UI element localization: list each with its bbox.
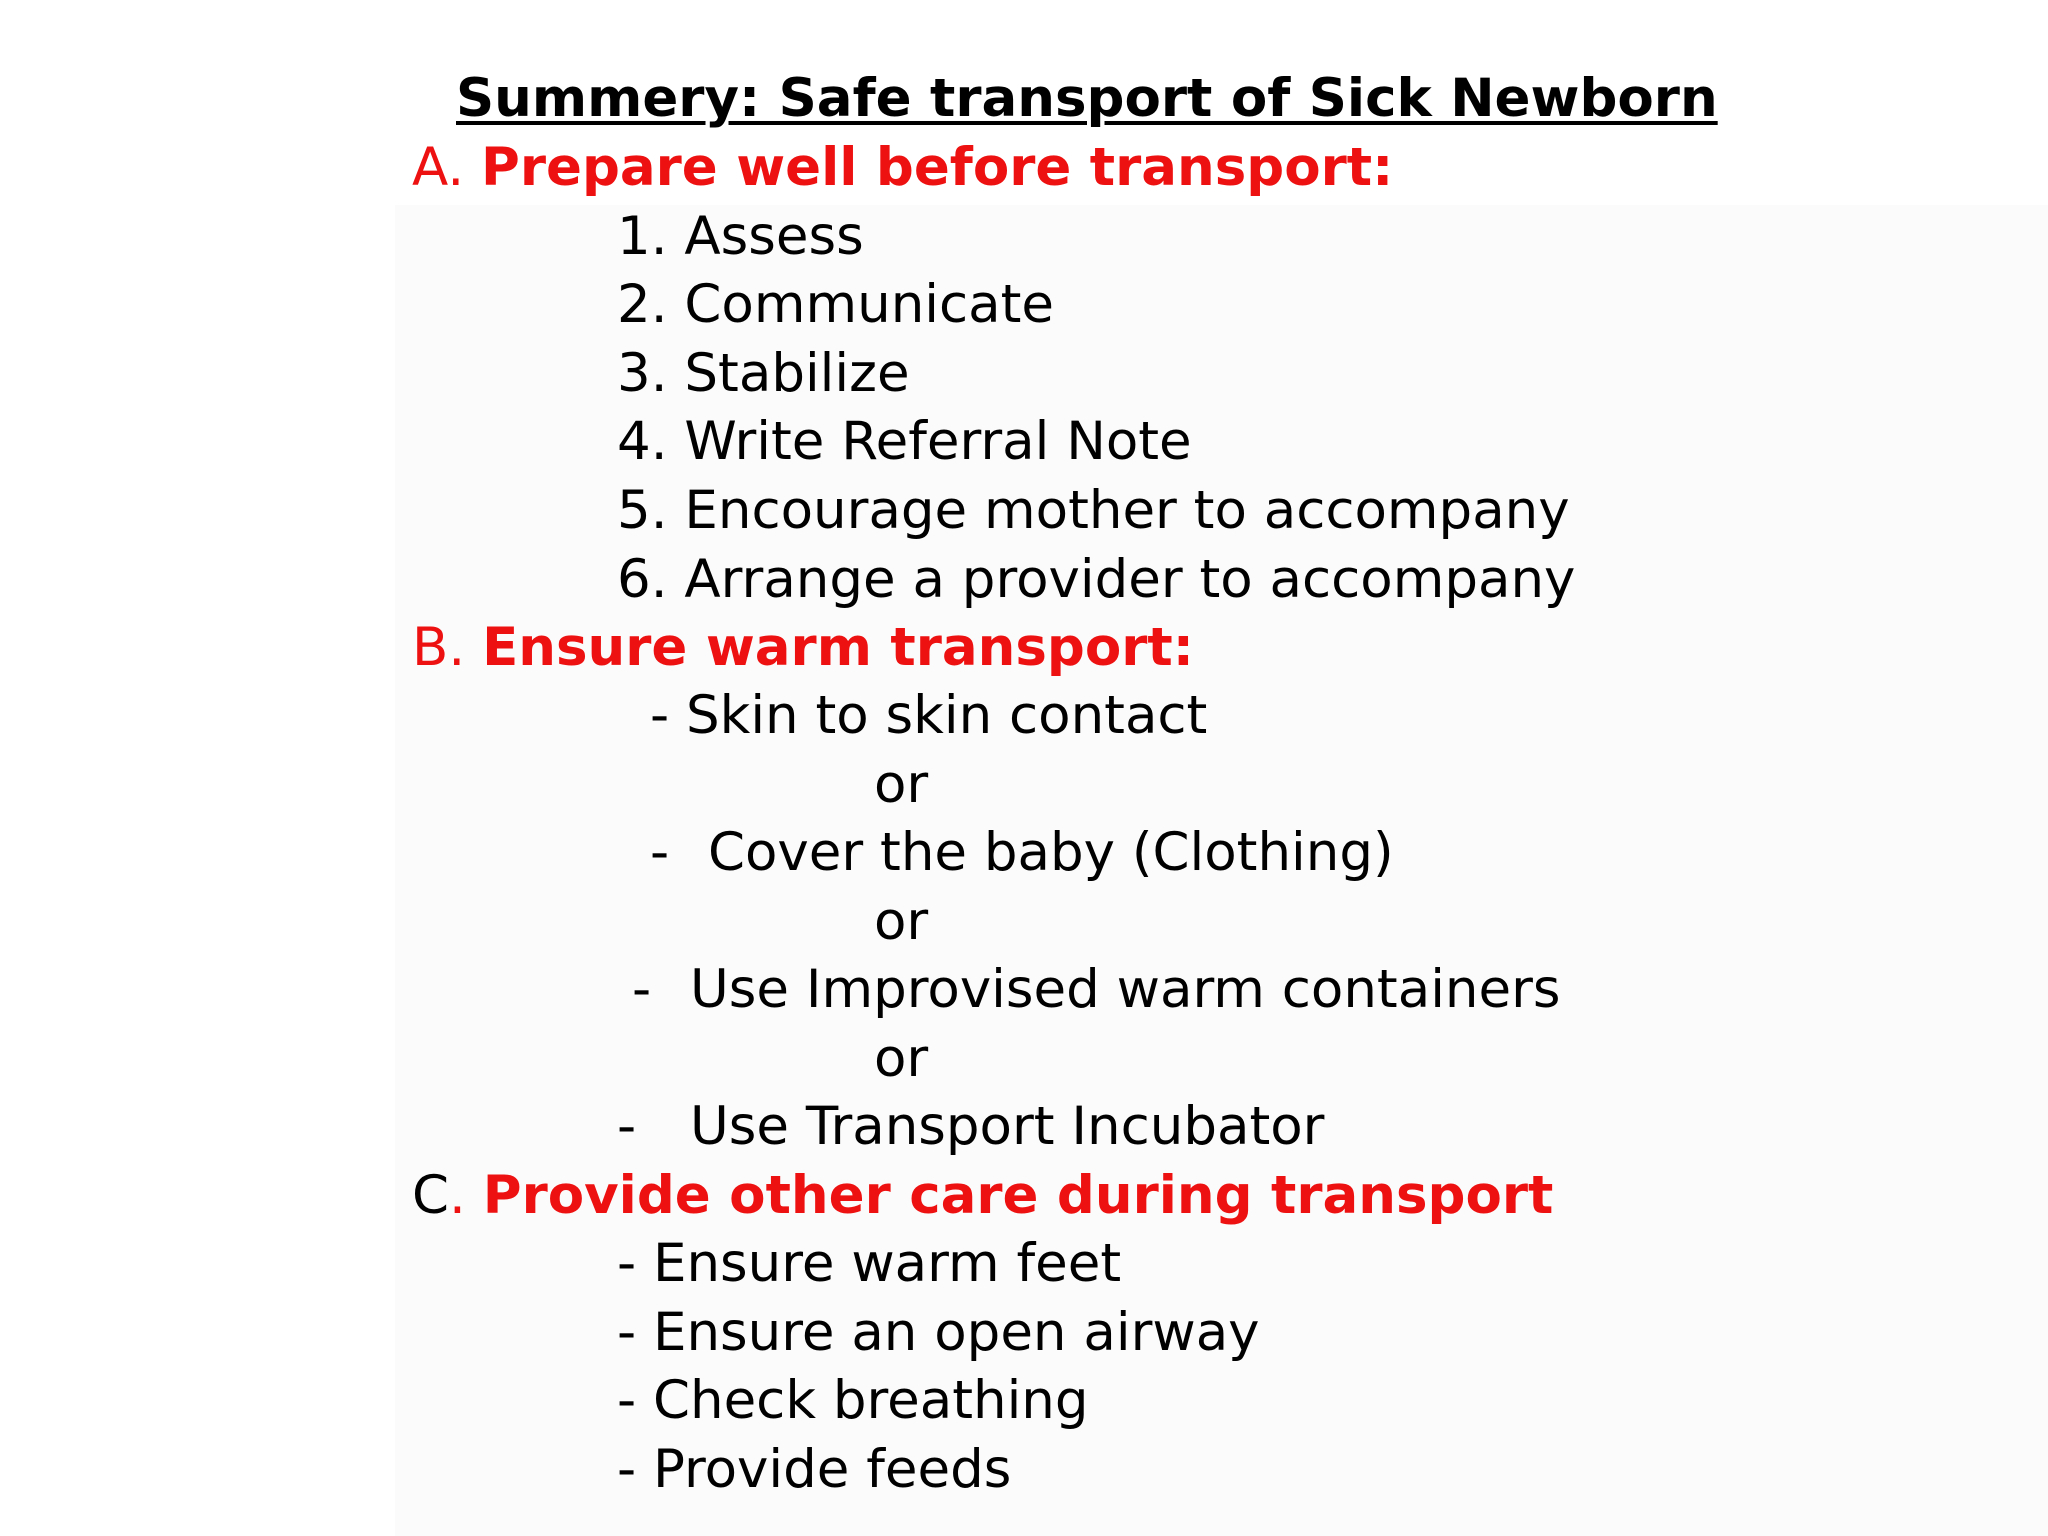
section-a-item: 6. Arrange a provider to accompany <box>617 549 1576 610</box>
section-b-item <box>617 1093 1325 1161</box>
section-b-item <box>632 956 1561 1024</box>
or-connector: or <box>874 1028 929 1089</box>
slide-title: Summery: Safe transport of Sick Newborn <box>456 68 1718 129</box>
section-a-item: 4. Write Referral Note <box>617 411 1192 472</box>
section-b-letter: B. <box>412 617 466 678</box>
section-c-letter: C <box>412 1165 450 1226</box>
item-text: Cover the baby (Clothing) <box>708 822 1394 883</box>
section-c-letter-dot: . <box>449 1165 466 1226</box>
bullet-dash: - <box>650 822 670 883</box>
section-b-heading <box>412 614 1194 682</box>
section-a-item: 5. Encourage mother to accompany <box>617 480 1570 541</box>
or-connector: or <box>874 891 929 952</box>
or-connector: or <box>874 754 929 815</box>
item-text: Skin to skin contact <box>685 685 1208 746</box>
section-a-letter: A. <box>412 137 465 198</box>
section-c-item: - Ensure an open airway <box>617 1302 1260 1363</box>
section-a-item: 2. Communicate <box>617 274 1055 335</box>
section-a-heading <box>412 134 1393 202</box>
section-c-item: - Provide feeds <box>617 1439 1012 1500</box>
item-text: Use Transport Incubator <box>690 1096 1325 1157</box>
section-c-item: - Check breathing <box>617 1370 1089 1431</box>
section-b-item <box>650 682 1207 750</box>
section-a-item: 3. Stabilize <box>617 343 910 398</box>
section-c-item: - Ensure warm feet <box>617 1233 1122 1294</box>
bullet-dash: - <box>617 1096 637 1157</box>
section-a-title: Prepare well before transport: <box>481 137 1394 198</box>
section-c-title: Provide other care during transport <box>482 1165 1554 1226</box>
bullet-dash: - <box>650 685 670 746</box>
item-text: Use Improvised warm containers <box>690 959 1561 1020</box>
section-a-item: 1. Assess <box>617 206 864 267</box>
bullet-dash: - <box>632 959 652 1020</box>
section-b-item <box>650 819 1394 887</box>
section-b-title: Ensure warm transport: <box>482 617 1194 678</box>
section-c-heading <box>412 1162 1553 1230</box>
